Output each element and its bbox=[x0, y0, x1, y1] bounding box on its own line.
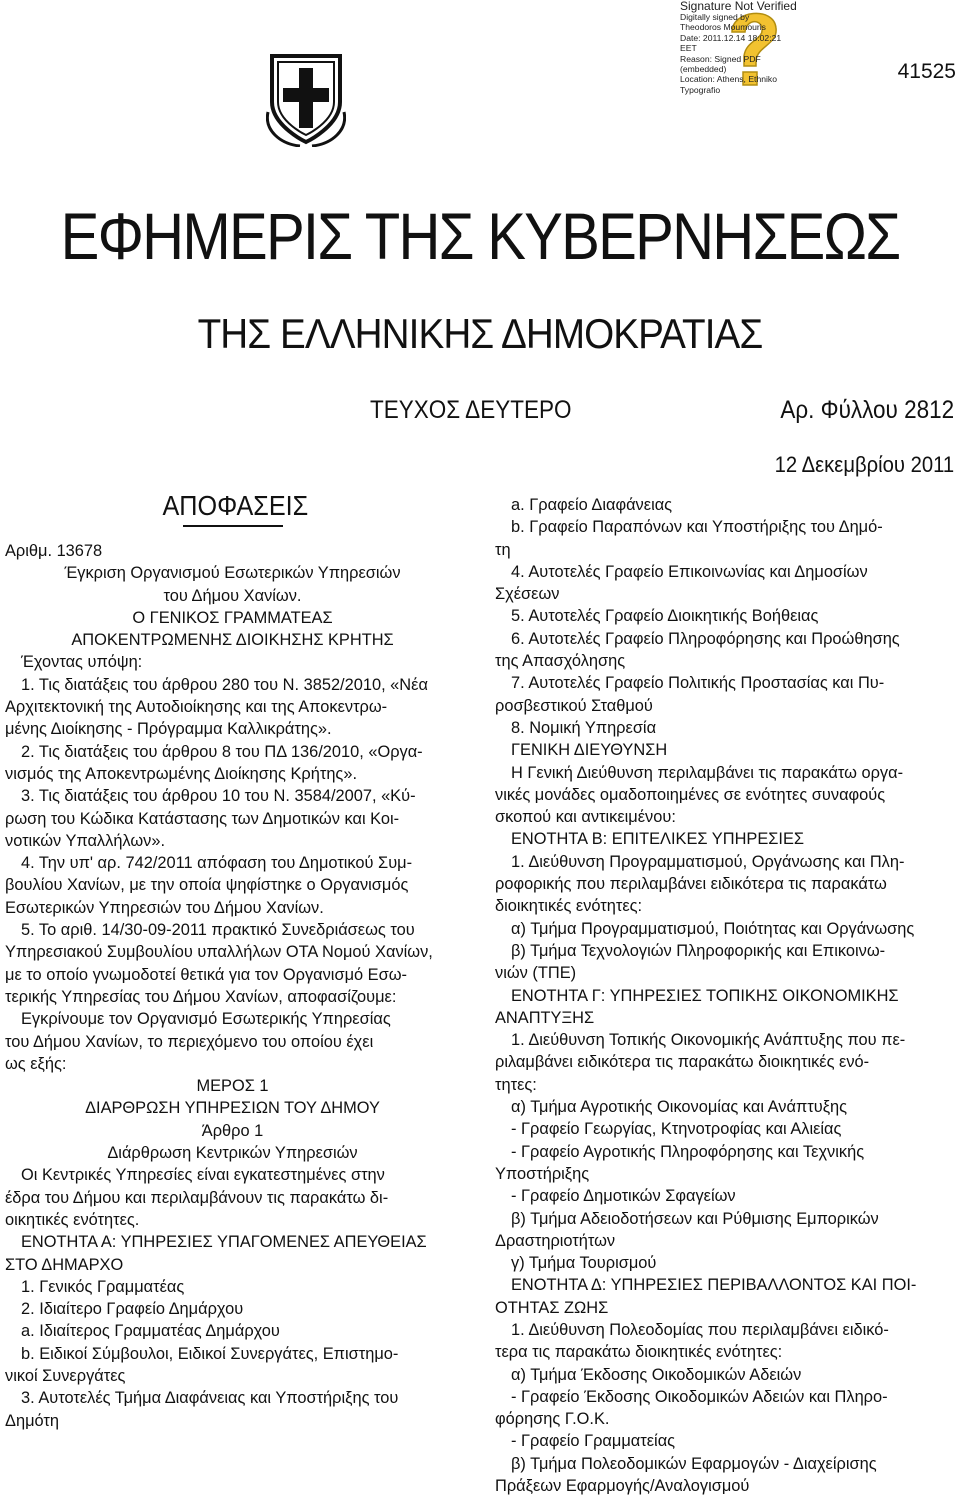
gazette-title: ΕΦΗΜΕΡΙΣ ΤΗΣ ΚΥΒΕΡΝΗΣΕΩΣ bbox=[60, 199, 900, 273]
list-item: νιών (ΤΠΕ) bbox=[495, 964, 577, 983]
list-item: α) Τμήμα Προγραμματισμού, Ποιότητας και Οργάνωσης bbox=[511, 919, 915, 938]
paragraph-line: με το οποίο γνωμοδοτεί θετικά για τον Οργανισμό Εσω‑ bbox=[5, 965, 407, 984]
list-item: 8. Νομική Υπηρεσία bbox=[511, 718, 657, 737]
paragraph-line: του Δήμου Χανίων, το περιεχόμενο του οποίου έχει bbox=[5, 1032, 374, 1051]
signature-line: Digitally signed by bbox=[680, 12, 750, 22]
list-item: ‑ Γραφείο Γραμματείας bbox=[511, 1432, 676, 1451]
part-heading: ΜΕΡΟΣ 1 bbox=[196, 1077, 269, 1096]
list-item: β) Τμήμα Πολεοδομικών Εφαρμογών ‑ Διαχείρισης bbox=[511, 1454, 877, 1473]
authority-heading: ΑΠΟΚΕΝΤΡΩΜΕΝΗΣ ΔΙΟΙΚΗΣΗΣ ΚΡΗΤΗΣ bbox=[71, 631, 394, 650]
list-item: ‑ Γραφείο Αγροτικής Πληροφόρησης και Τεχνικής bbox=[511, 1142, 865, 1161]
paragraph-line: 5. Το αριθ. 14/30‑09‑2011 πρακτικό Συνεδριάσεως του bbox=[21, 921, 415, 940]
unit-heading: ΕΝΟΤΗΤΑ Α: ΥΠΗΡΕΣΙΕΣ ΥΠΑΓΟΜΕΝΕΣ ΑΠΕΥΘΕΙΑΣ bbox=[21, 1233, 427, 1252]
list-item: νικοί Συνεργάτες bbox=[5, 1366, 126, 1385]
signature-line: Theodoros Moumouris bbox=[680, 22, 766, 33]
list-item: b. Ειδικοί Σύμβουλοι, Ειδικοί Συνεργάτες, Επιστημο‑ bbox=[21, 1344, 399, 1363]
unit-heading: ΓΕΝΙΚΗ ΔΙΕΥΘΥΝΣΗ bbox=[511, 741, 668, 760]
paragraph-line: ως εξής: bbox=[5, 1054, 67, 1073]
left-text-column bbox=[5, 540, 460, 1432]
list-item: Δραστηριοτήτων bbox=[495, 1231, 616, 1250]
section-title-underline bbox=[183, 525, 283, 527]
part-heading: ΔΙΑΡΘΡΩΣΗ ΥΠΗΡΕΣΙΩΝ ΤΟΥ ΔΗΜΟΥ bbox=[85, 1099, 380, 1118]
unit-heading: ΕΝΟΤΗΤΑ Γ: ΥΠΗΡΕΣΙΕΣ ΤΟΠΙΚΗΣ ΟΙΚΟΝΟΜΙΚΗΣ bbox=[511, 986, 899, 1005]
decision-subject: του Δήμου Χανίων. bbox=[163, 586, 302, 605]
list-item: της Απασχόλησης bbox=[495, 652, 626, 671]
paragraph-line: Η Γενική Διεύθυνση περιλαμβάνει τις παρακάτω οργα‑ bbox=[511, 763, 904, 782]
list-item: ‑ Γραφείο Γεωργίας, Κτηνοτροφίας και Αλιείας bbox=[511, 1120, 842, 1139]
list-item: 3. Αυτοτελές Τμήμα Διαφάνειας και Υποστήριξης του bbox=[21, 1389, 399, 1408]
paragraph-line: βουλίου Χανίων, με την οποία ψηφίστηκε ο Οργανισμός bbox=[5, 876, 409, 895]
paragraph-line: ρωση του Κώδικα Κατάστασης των Δημοτικών και Κοι‑ bbox=[5, 809, 400, 828]
list-item: Σχέσεων bbox=[495, 585, 560, 604]
list-item: φόρησης Γ.Ο.Κ. bbox=[495, 1410, 610, 1429]
paragraph-line: σκοπού και αντικειμένου: bbox=[495, 808, 676, 827]
list-item: 6. Αυτοτελές Γραφείο Πληροφόρησης και Προώθησης bbox=[511, 629, 900, 648]
list-item: α) Τμήμα Έκδοσης Οικοδομικών Αδειών bbox=[511, 1365, 802, 1384]
list-item: τητες: bbox=[495, 1075, 537, 1094]
page-number: 41525 bbox=[897, 60, 956, 83]
list-item: Δημότη bbox=[5, 1411, 59, 1430]
unit-heading: ΕΝΟΤΗΤΑ Β: ΕΠΙΤΕΛΙΚΕΣ ΥΠΗΡΕΣΙΕΣ bbox=[511, 830, 805, 849]
signature-line: (embedded) bbox=[680, 64, 727, 75]
paragraph-line: Οι Κεντρικές Υπηρεσίες είναι εγκατεστημένες στην bbox=[21, 1166, 385, 1185]
right-text-column bbox=[495, 494, 957, 1497]
unit-heading: ΑΝΑΠΤΥΞΗΣ bbox=[495, 1008, 595, 1027]
signature-line: EET bbox=[680, 43, 697, 54]
unit-heading: ΟΤΗΤΑΣ ΖΩΗΣ bbox=[495, 1298, 609, 1317]
list-item: 1. Διεύθυνση Πολεοδομίας που περιλαμβάνει ειδικό‑ bbox=[511, 1320, 889, 1339]
list-item: γ) Τμήμα Τουρισμού bbox=[511, 1254, 657, 1273]
paragraph-line: 1. Τις διατάξεις του άρθρου 280 του Ν. 3852/2010, «Νέα bbox=[21, 675, 428, 694]
decision-subject: Έγκριση Οργανισμού Εσωτερικών Υπηρεσιών bbox=[64, 564, 401, 583]
list-item: β) Τμήμα Τεχνολογιών Πληροφορικής και Επικοινω‑ bbox=[511, 941, 886, 960]
list-item: Πράξεων Εφαρμογής/Αναλογισμού bbox=[495, 1477, 750, 1496]
list-item: ροσβεστικού Σταθμού bbox=[495, 696, 653, 715]
gazette-subtitle: ΤΗΣ ΕΛΛΗΝΙΚΗΣ ΔΗΜΟΚΡΑΤΙΑΣ bbox=[197, 310, 763, 357]
paragraph-line: Αρχιτεκτονική της Αυτοδιοίκησης και της Αποκεντρω‑ bbox=[5, 698, 388, 717]
list-item: a. Γραφείο Διαφάνειας bbox=[511, 496, 673, 514]
signature-line: Typografio bbox=[680, 84, 721, 95]
list-item: 7. Αυτοτελές Γραφείο Πολιτικής Προστασίας και Πυ‑ bbox=[511, 674, 885, 693]
paragraph-line: νισμός της Αποκεντρωμένης Διοίκησης Κρήτης». bbox=[5, 764, 358, 783]
list-item: ροφορικής που περιλαμβάνει ειδικότερα τις παρακάτω bbox=[495, 875, 887, 894]
list-item: 1. Διεύθυνση Προγραμματισμού, Οργάνωσης και Πλη‑ bbox=[511, 852, 905, 871]
paragraph-line: μένης Διοίκησης ‑ Πρόγραμμα Καλλικράτης». bbox=[5, 720, 332, 739]
signature-line: Location: Athens, Ethniko bbox=[680, 74, 777, 85]
signature-line: Reason: Signed PDF bbox=[680, 53, 761, 64]
list-item: α) Τμήμα Αγροτικής Οικονομίας και Ανάπτυξης bbox=[511, 1098, 848, 1117]
article-heading: Διάρθρωση Κεντρικών Υπηρεσιών bbox=[107, 1144, 358, 1163]
list-item: 2. Ιδιαίτερο Γραφείο Δημάρχου bbox=[21, 1300, 244, 1319]
authority-heading: Ο ΓΕΝΙΚΟΣ ΓΡΑΜΜΑΤΕΑΣ bbox=[132, 608, 333, 627]
decision-number: Αριθμ. 13678 bbox=[5, 542, 103, 560]
paragraph-line: Έχοντας υπόψη: bbox=[21, 653, 143, 672]
list-item: 4. Αυτοτελές Γραφείο Επικοινωνίας και Δημοσίων bbox=[511, 562, 868, 581]
list-item: 1. Διεύθυνση Τοπικής Οικονομικής Ανάπτυξης που πε‑ bbox=[511, 1031, 906, 1050]
paragraph-line: 2. Τις διατάξεις του άρθρου 8 του ΠΔ 136/2010, «Οργα‑ bbox=[21, 742, 423, 761]
unit-heading: ΣΤΟ ΔΗΜΑΡΧΟ bbox=[5, 1255, 124, 1274]
list-item: ‑ Γραφείο Έκδοσης Οικοδομικών Αδειών και Πληρο‑ bbox=[511, 1387, 888, 1406]
list-item: 5. Αυτοτελές Γραφείο Διοικητικής Βοήθειας bbox=[511, 607, 819, 626]
section-title: ΑΠΟΦΑΣΕΙΣ bbox=[162, 490, 309, 521]
paragraph-line: έδρα του Δήμου και περιλαμβάνουν τις παρακάτω δι‑ bbox=[5, 1188, 389, 1207]
article-heading: Άρθρο 1 bbox=[201, 1121, 264, 1140]
list-item: b. Γραφείο Παραπόνων και Υποστήριξης του Δημό‑ bbox=[511, 518, 883, 537]
paragraph-line: νοτικών Υπαλλήλων». bbox=[5, 831, 166, 850]
list-item: Υποστήριξης bbox=[495, 1164, 590, 1183]
list-item: β) Τμήμα Αδειοδοτήσεων και Ρύθμισης Εμπορικών bbox=[511, 1209, 879, 1228]
greek-coat-of-arms-icon bbox=[266, 52, 346, 147]
paragraph-line: νικές μονάδες ομαδοποιημένες σε ενότητες συναφούς bbox=[495, 785, 886, 804]
list-item: 1. Γενικός Γραμματέας bbox=[21, 1277, 185, 1296]
paragraph-line: 3. Τις διατάξεις του άρθρου 10 του Ν. 3584/2007, «Κύ‑ bbox=[21, 787, 416, 806]
list-item: ριλαμβάνει ειδικότερα τις παρακάτω διοικητικές ενό‑ bbox=[495, 1053, 870, 1072]
paragraph-line: Εγκρίνουμε τον Οργανισμό Εσωτερικής Υπηρεσίας bbox=[21, 1010, 391, 1029]
paragraph-line: τερικής Υπηρεσίας του Δήμου Χανίων, αποφασίζουμε: bbox=[5, 987, 397, 1006]
digital-signature-block bbox=[680, 0, 800, 95]
unit-heading: ΕΝΟΤΗΤΑ Δ: ΥΠΗΡΕΣΙΕΣ ΠΕΡΙΒΑΛΛΟΝΤΟΣ ΚΑΙ ΠΟΙ‑ bbox=[511, 1276, 917, 1295]
paragraph-line: οικητικές ενότητες. bbox=[5, 1210, 140, 1229]
signature-status: Signature Not Verified bbox=[680, 0, 797, 13]
list-item: a. Ιδιαίτερος Γραμματέας Δημάρχου bbox=[21, 1322, 280, 1341]
list-item: διοικητικές ενότητες: bbox=[495, 897, 643, 916]
list-item: τη bbox=[495, 540, 511, 559]
issue-sheet-number: Αρ. Φύλλου 2812 bbox=[780, 396, 954, 424]
paragraph-line: 4. Την υπ' αρ. 742/2011 απόφαση του Δημοτικού Συμ‑ bbox=[21, 854, 413, 873]
paragraph-line: Υπηρεσιακού Συμβουλίου υπαλλήλων ΟΤΑ Νομού Χανίων, bbox=[5, 943, 433, 962]
signature-line: Date: 2011.12.14 18:02:21 bbox=[680, 32, 782, 43]
paragraph-line: Εσωτερικών Υπηρεσιών του Δήμου Χανίων. bbox=[5, 898, 324, 917]
list-item: ‑ Γραφείο Δημοτικών Σφαγείων bbox=[511, 1187, 736, 1206]
list-item: τερα τις παρακάτω διοικητικές ενότητες: bbox=[495, 1343, 783, 1362]
issue-series: ΤΕΥΧΟΣ ΔΕΥΤΕΡΟ bbox=[370, 396, 572, 424]
issue-date: 12 Δεκεμβρίου 2011 bbox=[774, 452, 954, 477]
